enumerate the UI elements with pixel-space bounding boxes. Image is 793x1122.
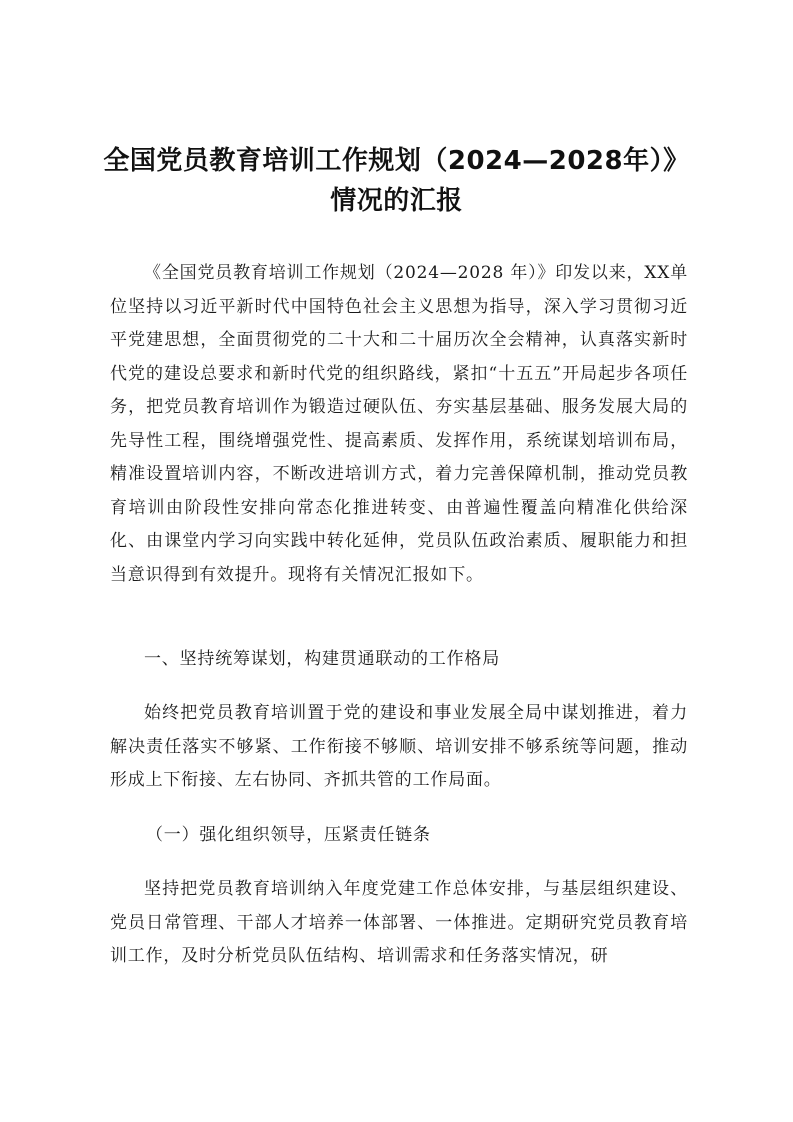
subsection-paragraph: 坚持把党员教育培训纳入年度党建工作总体安排，与基层组织建设、党员日常管理、干部人才培养一体部署、一体推进。定期研究党员教育培训工作，及时分析党员队伍结构、培训需求和任务落实情况，研 <box>110 879 688 966</box>
section-heading: 一、坚持统筹谋划，构建贯通联动的工作格局 <box>144 649 500 669</box>
document-title: 全国党员教育培训工作规划（2024—2028年）》情况的汇报 <box>103 146 690 216</box>
section-paragraph: 始终把党员教育培训置于党的建设和事业发展全局中谋划推进，着力解决责任落实不够紧、工作衔接不够顺、培训安排不够系统等问题，推动形成上下衔接、左右协同、齐抓共管的工作局面。 <box>110 703 688 790</box>
intro-paragraph: 《全国党员教育培训工作规划（2024—2028 年）》印发以来，XX单位坚持以习近平新时代中国特色社会主义思想为指导，深入学习贯彻习近平党建思想，全面贯彻党的二十大和二十届历次全会精神，认真落实新时代党的建设总要求和新时代党的组织路线，紧扣“十五五”开局起步各项任务，把党员教育培训作为锻造过硬队伍、夯实基层基础、服务发展大局的先导性工程，围绕增强党性、提高素质、发挥作用，系统谋划培训布局，精准设置培训内容，不断改进培训方式，着力完善保障机制，推动党员教育培训由阶段性安排向常态化推进转变、由普遍性覆盖向精准化供给深化、由课堂内学习向实践中转化延伸，党员队伍政治素质、履职能力和担当意识得到有效提升。现将有关情况汇报如下。 <box>110 263 688 585</box>
subsection-heading: （一）强化组织领导，压紧责任链条 <box>146 825 431 845</box>
